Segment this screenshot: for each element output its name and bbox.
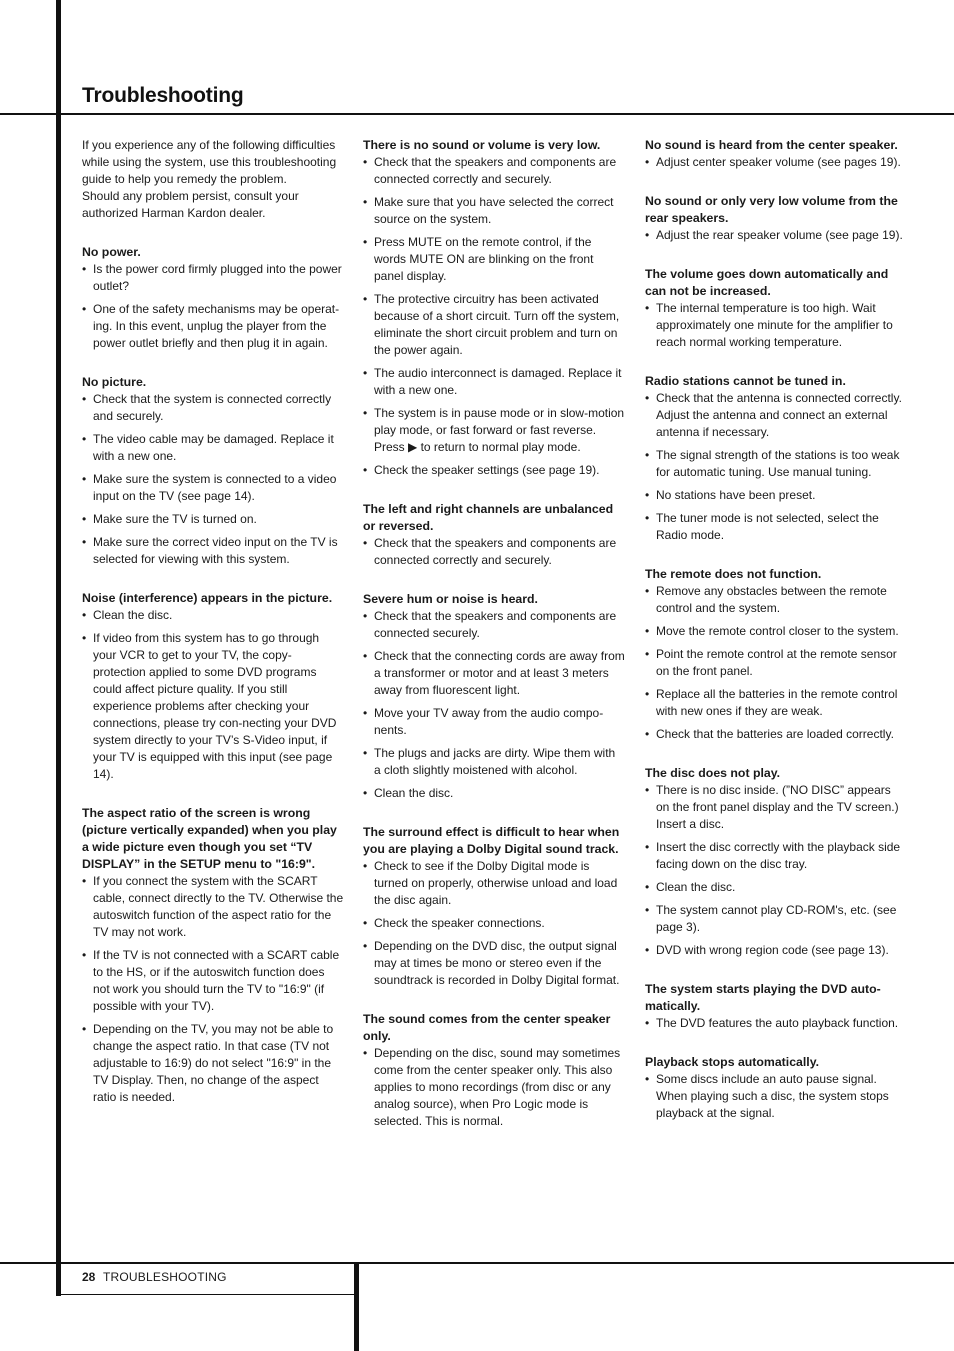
bullet-item: • The audio interconnect is damaged. Replace it with a new one. (363, 365, 625, 399)
bullet-item: • The protective circuitry has been activated because of a short circuit. Turn off the system, eliminate the short circuit problem and turn on the power again. (363, 291, 625, 359)
bullet-item: • Depending on the DVD disc, the output signal may at times be mono or stereo even if the soundtrack is recorded in Dolby Digital format. (363, 938, 625, 989)
section-heading: No sound or only very low volume from the rear speakers. (645, 194, 898, 225)
bullet-item: • Make sure the system is connected to a video input on the TV (see page 14). (82, 471, 344, 505)
troubleshooting-section (645, 1054, 907, 1122)
bullet-item: • If the TV is not connected with a SCART cable to the HS, or if the autoswitch function does not work you should turn the TV to "16:9" (if possible with your TV). (82, 947, 344, 1015)
section-heading: Noise (interference) appears in the picture. (82, 591, 333, 605)
section-heading: Playback stops automatically. (645, 1055, 820, 1069)
bullet-item: • Move the remote control closer to the system. (645, 623, 907, 640)
section-heading: The aspect ratio of the screen is wrong (picture vertically expanded) when you play a wide picture even though you set “TV DISPLAY” in the SETUP menu to "16:9". (82, 806, 337, 871)
bullet-item: • Insert the disc correctly with the playback side facing down on the disc tray. (645, 839, 907, 873)
title-rule (0, 113, 954, 115)
bullet-item: • The system cannot play CD-ROM's, etc. (see page 3). (645, 902, 907, 936)
column-3 (645, 137, 907, 1122)
bullet-item: • Replace all the batteries in the remote control with new ones if they are weak. (645, 686, 907, 720)
bullet-item: • Check that the batteries are loaded correctly. (645, 726, 907, 743)
bullet-item: • Check that the speakers and components are connected securely. (363, 608, 625, 642)
troubleshooting-section (645, 137, 907, 171)
bullet-item: • DVD with wrong region code (see page 13). (645, 942, 907, 959)
bullet-item: • Make sure the correct video input on the TV is selected for viewing with this system. (82, 534, 344, 568)
bullet-item: • Check that the speakers and components are connected correctly and securely. (363, 154, 625, 188)
intro (82, 137, 344, 222)
bullet-item: • The DVD features the auto playback function. (645, 1015, 907, 1032)
page-title: Troubleshooting (82, 84, 244, 107)
footer-bar (354, 1262, 359, 1351)
bullet-item: • Clean the disc. (82, 607, 344, 624)
section-heading: The sound comes from the center speaker only. (363, 1012, 611, 1043)
page-number: 28 (82, 1270, 96, 1284)
troubleshooting-section (363, 824, 625, 989)
bullet-item: • Clean the disc. (363, 785, 625, 802)
section-heading: No sound is heard from the center speaker. (645, 138, 898, 152)
bullet-item: • No stations have been preset. (645, 487, 907, 504)
bullet-item: • Move your TV away from the audio compo-nents. (363, 705, 625, 739)
bullet-item: • Make sure the TV is turned on. (82, 511, 344, 528)
troubleshooting-section (645, 765, 907, 959)
troubleshooting-section (363, 591, 625, 802)
bullet-item: • Check that the speakers and components are connected correctly and securely. (363, 535, 625, 569)
troubleshooting-section (645, 266, 907, 351)
section-heading: No picture. (82, 375, 147, 389)
troubleshooting-section (363, 137, 625, 479)
troubleshooting-section (82, 244, 344, 352)
section-heading: Radio stations cannot be tuned in. (645, 374, 846, 388)
troubleshooting-section (82, 374, 344, 568)
bullet-item: • Adjust the rear speaker volume (see page 19). (645, 227, 907, 244)
section-heading: There is no sound or volume is very low. (363, 138, 601, 152)
bullet-item: • Check that the connecting cords are away from a transformer or motor and at least 3 meters away from fluorescent light. (363, 648, 625, 699)
intro-paragraph: If you experience any of the following difficulties while using the system, use this troubleshooting guide to help you remedy the problem. (82, 138, 337, 186)
bullet-item: • The plugs and jacks are dirty. Wipe them with a cloth slightly moistened with alcohol. (363, 745, 625, 779)
bullet-item: • Press MUTE on the remote control, if the words MUTE ON are blinking on the front panel display. (363, 234, 625, 285)
bullet-item: • Depending on the disc, sound may sometimes come from the center speaker only. This also applies to mono recordings (from disc or any analog source), when Pro Logic mode is selected. This is normal. (363, 1045, 625, 1130)
section-heading: The volume goes down automatically and can not be increased. (645, 267, 889, 298)
bullet-item: • The tuner mode is not selected, select the Radio mode. (645, 510, 907, 544)
troubleshooting-section (363, 501, 625, 569)
bullet-item: • Check the speaker connections. (363, 915, 625, 932)
bullet-item: • If you connect the system with the SCART cable, connect directly to the TV. Otherwise the autoswitch function of the aspect ratio for the TV may not work. (82, 873, 344, 941)
troubleshooting-section (645, 373, 907, 544)
troubleshooting-section (645, 566, 907, 743)
bullet-item: • Check that the system is connected correctly and securely. (82, 391, 344, 425)
bullet-item: • Adjust center speaker volume (see pages 19). (645, 154, 907, 171)
section-heading: Severe hum or noise is heard. (363, 592, 538, 606)
section-heading: No power. (82, 245, 141, 259)
bullet-item: • Make sure that you have selected the correct source on the system. (363, 194, 625, 228)
bullet-item: • The video cable may be damaged. Replace it with a new one. (82, 431, 344, 465)
troubleshooting-section (363, 1011, 625, 1130)
bullet-item: • Check the speaker settings (see page 19). (363, 462, 625, 479)
bullet-item: • If video from this system has to go through your VCR to get to your TV, the copy-protection applied to some DVD programs could affect picture quality. If you still experience problems after checking your connections, please try con-necting your DVD system directly to your TV’s S-Video input, if your TV is equipped with this input (see page 14). (82, 630, 344, 783)
troubleshooting-section (645, 193, 907, 244)
bullet-item: • Is the power cord firmly plugged into the power outlet? (82, 261, 344, 295)
left-margin-bar (56, 0, 61, 1296)
bullet-item: • The signal strength of the stations is too weak for automatic tuning. Use manual tuning. (645, 447, 907, 481)
troubleshooting-section (82, 805, 344, 1106)
bullet-item: • Clean the disc. (645, 879, 907, 896)
section-heading: The remote does not function. (645, 567, 822, 581)
bullet-item: • Check that the antenna is connected correctly. Adjust the antenna and connect an external antenna if necessary. (645, 390, 907, 441)
bullet-item: • The system is in pause mode or in slow-motion play mode, or fast forward or fast reverse. Press ▶ to return to normal play mode. (363, 405, 625, 456)
bullet-item: • Point the remote control at the remote sensor on the front panel. (645, 646, 907, 680)
bullet-item: • The internal temperature is too high. Wait approximately one minute for the amplifier to reach normal working temperature. (645, 300, 907, 351)
intro-paragraph: Should any problem persist, consult your authorized Harman Kardon dealer. (82, 189, 299, 220)
troubleshooting-section (82, 590, 344, 783)
footer-label: TROUBLESHOOTING (103, 1270, 227, 1284)
bullet-item: • Depending on the TV, you may not be able to change the aspect ratio. In that case (TV not adjustable to 16:9) do not select "16:9" in the TV Display. Then, no change of the aspect ratio is needed. (82, 1021, 344, 1106)
column-1 (82, 137, 344, 1106)
section-heading: The system starts playing the DVD auto-matically. (645, 982, 881, 1013)
bullet-item: • Some discs include an auto pause signal. When playing such a disc, the system stops playback at the signal. (645, 1071, 907, 1122)
bullet-item: • Check to see if the Dolby Digital mode is turned on properly, otherwise unload and load the disc again. (363, 858, 625, 909)
troubleshooting-section (645, 981, 907, 1032)
section-heading: The disc does not play. (645, 766, 781, 780)
bullet-item: • There is no disc inside. (”NO DISC” appears on the front panel display and the TV screen.) Insert a disc. (645, 782, 907, 833)
column-2 (363, 137, 625, 1130)
section-heading: The surround effect is difficult to hear when you are playing a Dolby Digital sound track. (363, 825, 620, 856)
bullet-item: • Remove any obstacles between the remote control and the system. (645, 583, 907, 617)
bullet-item: • One of the safety mechanisms may be operat-ing. In this event, unplug the player from the power outlet briefly and then plug it in again. (82, 301, 344, 352)
section-heading: The left and right channels are unbalanced or reversed. (363, 502, 614, 533)
